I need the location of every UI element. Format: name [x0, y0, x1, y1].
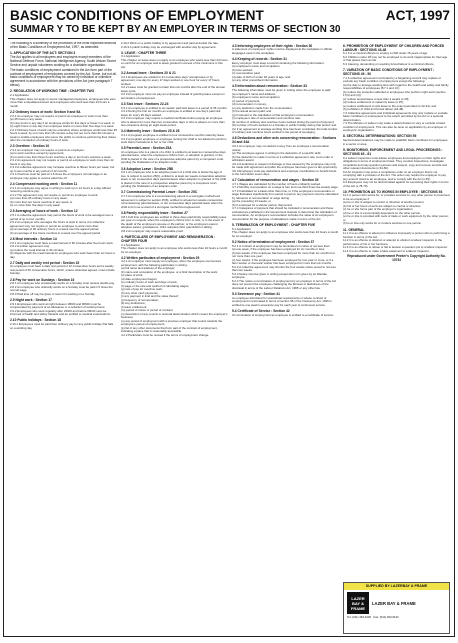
section-body: An employee dismissed for operational requirements or whose contract of employment is terminated in terms of section 38 of the Insolvency Act, 1936 is entitled to one week's severance pay for each year of continuous service.: [232, 295, 332, 307]
section-heading: 2.9 Night work : Section 17: [10, 297, 52, 302]
title-left: BASIC CONDITIONS OF EMPLOYMENT: [10, 8, 264, 23]
section-heading: 4.7 Calculation of remuneration and wages : Section 35: [232, 178, 319, 183]
section-body: 9.1 Labour inspectors must advise employees and employers on their rights and obligations in terms of employment laws. They conduct inspections, investigate complaints and may question persons and inspect, copy and remove records and other relevant documents (s 64-66). 9.2 An inspector may serve a compliance order on an employer that is not complying with a provision of the Act. The order may require the employer to pay any amount owed to an employee, and to comply with the Act (s 69). 9.3 Employees may not be discriminated against for exercising their rights in terms of the Act (s 78-79).: [343, 155, 449, 188]
publisher-box: [343, 582, 450, 634]
section-body: Every employer must keep a record containing the following information: (a) employee's name and occupation; (b) time worked; (c) remuneration paid; (d) date of birth of under 18 years of age; and (e) any other prescribed information.: [232, 60, 325, 83]
section-heading: 3. LEAVE : CHAPTER THREE: [121, 50, 167, 55]
column-2: [121, 42, 228, 634]
section-heading: 2.5 Averaging of hours of work : Section 12: [10, 209, 78, 214]
section-heading: 2.3 Overtime : Section 10: [10, 144, 50, 149]
columns: [10, 42, 450, 634]
section-body: 3.1 Application This chapter on leave does not apply to an employee who works less than 24 hours a month for an employer and to leave granted in excess of the minimums in this Act.: [121, 54, 228, 69]
section-heading: 2.2 Ordinary hours of work: Section 9 and 9A: [10, 109, 81, 114]
section-heading: 4.2 Written particulars of employment : Section 29: [121, 255, 200, 260]
section-body: 7.1 A collective agreement concluded by a bargaining council may replace or exclude any basic condition of employment except the following: (a) the duty to arrange working time with regard to the health and safety and family responsibilities of employees (8.7.1 and 13); (b) reduce the protection afforded to employees who perform night work (section 17(3) and (4)); (c) reduce annual leave to less than 2 weeks (s 20); (d) reduce entitlement to maternity leave (s 25); (e) reduce entitlement to sick leave to the extent permitted (s 22-24); and (f) prohibition of child and forced labour (43-48). 7.2 Collective agreements and individual agreements may only replace or exclude basic conditions of employment to the extent permitted by the Act or a sectoral determination. 7.3 The Minister of Labour may make a determination to vary or exclude a basic condition of employment. This can also be done on application by an employer or employers' organisation.: [343, 75, 449, 133]
section-body: 2.1 Application This chapter does not apply to senior managerial employees, employees who earn more than a stipulated amount and employees who work less than 24 hours a month.: [10, 93, 116, 108]
section-body: An employee must have a daily rest period of 12 consecutive hours and a weekly rest period of 36 consecutive hours, which, unless otherwise agreed, must include Sunday.: [10, 264, 115, 276]
column-1: [10, 42, 117, 634]
title: [10, 8, 450, 23]
section-body: 5.1 Application This chapter does not apply to an employee who works less than 24 hours a month for an employer.: [232, 226, 339, 238]
publisher-supplied: SUPPLIED BY LAZERBAY & FRAME: [344, 583, 449, 590]
section-heading: 5.4 Certificate of Service : Section 42: [232, 308, 290, 313]
publisher-row: [344, 590, 449, 616]
column-3: [232, 42, 339, 634]
section-body: 10.1 A person who works for, or provides services to, any other person is presumed to be an employee if: (a) he or she is subject to control or direction of another person; (b) his or her hours of work are subject to control or direction; (c) he or she forms part of the employer's organisation; (d) he or she is economically dependent on the other person; (e) he or she is provided with tools of trade or work equipment by the other person; or (f) he or she only works for or renders services to one person.: [343, 193, 450, 226]
intro-paragraph: The Act applies to all employees and employers except members of the National Defence Force, National Intelligence Agency, South African Secret Service and unpaid volunteers working for a charitable organisation.: [10, 54, 116, 67]
section-body: Sectoral determinations may be made to establish basic conditions for employees in a sector or area.: [343, 138, 448, 146]
section-body: On termination of employment an employee is entitled to a certificate of service.: [232, 312, 334, 317]
section-heading: 3.8 Family responsibility leave : Section 27: [121, 210, 188, 215]
section-heading: 2.10 Public holidays : Section 18: [10, 318, 61, 323]
section-body: 2.9.1 Employees who work at night between 18h00 and 06h00 must be compensated by payment of an allowance or a reduction of working hours. 2.9.2 Employees who work regularly after 23h00 and before 06h00 must be informed of health and safety hazards and be entitled to medical examinations.: [10, 301, 111, 317]
section-body: 2.10.1 Employees must be paid their ordinary pay for any public holiday that falls on a working day.: [10, 322, 114, 330]
section-body: 3.7.1 An employee who is a commissioning parent in a surrogate motherhood agreement is subject to section 25(6), entitled to at least ten weeks consecutive commissioning parental leave, or ten consecutive days parental leave when the child is born as a result of a surrogate motherhood agreement.: [121, 194, 223, 209]
section-body: An employee who is a parent of a child, is entitled to at least ten consecutive days parental leave, when the employee's child is born, or adoption is granted, or the child is placed in the care of a prospective adoptive parent by a competent court, pending the finalisation of an adoption order.: [121, 149, 226, 165]
section-body: 2.4.1 An employee may agree in writing to work up to 12 hours in a day without receiving overtime pay. 2.4.2 The agreement may not require or permit an employee to work: (a) more than 45 ordinary hours in any week; (b) more than ten hours overtime in any week; or (c) on more than five days in any week.: [10, 185, 111, 208]
section-body: 2.3.1 An employer may not require or permit an employee: (a) to work overtime except by agreement; (b) to work more than three hours overtime a day or ten hours overtime a week. 2.3.2 An agreement may not require or permit an employee to work more than 12 hours in any day. 2.3.3 A collective agreement may increase overtime to fifteen hours per week, but up to two months in any period of 12 months. 2.3.4 Overtime must be paid at 1.5 times the employee's normal wage or an employee may agree to receive paid time off.: [10, 147, 115, 180]
section-body: 4.7.4 Categories of payment that should be included in remuneration and those excluded are published in the Government Gazette to determine the calculation of remuneration. An employee's remuneration includes the value of an employee's remuneration for the purpose of calculations made in terms of the Act.: [232, 206, 337, 221]
section-heading: 5.3 Severance pay : Section 41: [232, 291, 281, 296]
section-body: 5.2.1 A contract of employment may be terminated on notice of not less than: (a) one week, if the employee has been employed for six months or less; (b) two weeks, if the employee has been employed for more than six months but not more than one year; (c) four weeks, if the employee has been employed for one year or more, or if a farm worker or domestic worker has been employed for more than six months. 5.2.2 A collective agreement may shorten the four weeks notice period to not less than two weeks. 5.2.3 Notice must be given in writing except when it is given by an illiterate employee. 5.2.4 The notice on termination of employment by an employer in terms of the Act does not prevent the employee challenging the fairness or lawfulness of the dismissal in terms of the Labour Relations Act, 1995 or any other law.: [232, 243, 337, 290]
section-body: 6.1 It is a criminal offence to employ a child under 15 years of age. 6.2 Children under 18 may not be employed to do work inappropriate for their age or that places them at risk. 6.3 Causing, demanding or requiring forced labour is a criminal offence.: [343, 51, 448, 66]
title-right: ACT, 1997: [385, 8, 450, 23]
section-body: 4.2.1 An employer must supply an employee, when the employee commences employment, with the following particulars in writing: (a) full name and address of the employer; (b) name and occupation of the employee, or a brief description of the work; (c) place of work; (d) date employment began; (e) ordinary hours of work and days of work; (f) wage or the rate and method of calculating wages; (g) rate of pay for overtime work; (h) any other cash payments; (i) any payment in kind and the value thereof; (j) frequency of remuneration; (k) any deductions; (l) leave entitlement; (m) period of notice or period of contract; (n) description of any council or sectoral determination which covers the employer's business; (o) any period of employment with a previous employer that counts towards the employee's period of employment; (p) list of any other documents that form part of the contract of employment, indicating a place that is reasonably accessible. 4.2.2 Particulars must be revised if the terms of employment change.: [121, 259, 228, 337]
section-heading: 6. PROHIBITION OF EMPLOYMENT OF CHILDREN AND FORCED LABOUR : SECTIONS 43-48: [343, 43, 445, 52]
section-heading: 4.5 Information about remuneration : Section 33: [232, 84, 307, 89]
section-heading: 2. REGULATION OF WORKING TIME : CHAPTER TWO: [10, 89, 95, 94]
section-body: A statement of employees' rights must be displayed at the workplace in official languages used in the workplace.: [232, 47, 332, 55]
section-body: 3.4.1 A pregnant employee is entitled to four consecutive months maternity leave. 3.4.2 A pregnant employee or employee nursing her child is not allowed to perform work that is hazardous to her or her child.: [121, 133, 227, 145]
section-body: 4.6.1 An employer may not deduct money from an employee's remuneration unless: (a) The employee agrees in writing to the deduction of a specific debt; (b) the deduction is made in terms of a collective agreement, law, court order or arbitration award. 4.6.2 A deduction in respect of damage or loss caused by the employee may only be made with agreement and after the employee has been given a fair opportunity. 4.6.3 Employers must pay deductions and employer contributions to benefit funds to the fund within seven days.: [232, 144, 338, 177]
section-body: 3.2.1 Employees are entitled to 21 consecutive days' annual leave or by agreement, one day for every 17 days worked or one hour for every 17 hours worked. 3.2.2 Leave must be granted not later than six months after the end of the annual leave cycle. 3.2.3 An employer must not pay an employee instead of granting leave except on termination of employment.: [121, 74, 225, 100]
title-rule: [8, 38, 450, 39]
intro-paragraph: The following is a summary of the provisions of the most important sections of the Basic Conditions of Employment Act, 1997, as amended.: [10, 42, 117, 49]
section-body: 3.8.1 Full time employees are entitled to three days paid family responsibility leave per year on request, when the employee's child is born or sick, or in the event of the death of the employee's spouse or life partner, or the employee's parent, adoptive parent, grandparent, child, adopted child, grandchild or sibling. 3.8.2 An employer may require reasonable proof.: [121, 214, 227, 233]
section-body: 2.2.1 An employer may not require or permit an employee to work more than: (a) 45 hours in any week; (b) nine hours in any day if an employee works for five days or fewer in a week; or (c) eight hours in any day if an employee works on more than five days in a week. 2.2.2 Ordinary hours of work may be extended, where employee works less than 45 hours a week, by not more than 15 minutes a day but not more than 60 minutes a week to enable employees who serve the public to continue performing their duties after the completion of ordinary hours of work.: [10, 113, 117, 143]
section-body: 3.3.1 An employee is entitled to six weeks' paid sick leave in a period of 36 months. 3.3.2 During the first six months an employee is entitled to one day's paid sick leave for every 26 days worked. 3.3.3 An employer may require a medical certificate before paying an employee who is absent for more than two consecutive days or who is absent on more than two occasions during an eight-week period.: [121, 105, 228, 128]
intro-paragraph: The basic conditions of employment contained in the Act form part of the contract of employment of employees covered by the Act. Some, but not all, basic conditions of employment may be varied by individual or collective agreement in accordance with the provisions of the Act (see paragraph 7 below).: [10, 67, 117, 87]
section-heading: 2.6 Meal intervals : Section 14: [10, 236, 57, 241]
section-heading: 3.7 Commissioning Parental Leave : Section 25C: [121, 190, 198, 195]
section-body: 4.1 Application This chapter does not apply to an employee who works less than 24 hours a month for an employer.: [121, 242, 228, 254]
publisher-name: LAZER BAY & FRAME: [372, 600, 416, 606]
column-4-body: [343, 44, 450, 263]
section-heading: 3.4 Maternity leave : Sections 25 & 26: [121, 129, 180, 134]
section-body: 4.7.1 Wages are calculated by the number of hours ordinarily worked. 4.7.2 Monthly remuneration on a wage is four and one-third times the weekly wage. 4.7.3 Calculated on a basis other than time, or if the employee's remuneration or wage fluctuates significantly from period to period, any payment must be calculated by reference to remuneration or wage during: (a) the preceding 13 weeks; or (b) if employed for a shorter period, that period.: [232, 181, 339, 207]
section-heading: 2.4 Compressed working week : Section 11: [10, 182, 78, 187]
section-heading: 5. TERMINATION OF EMPLOYMENT : CHAPTER FIVE: [232, 223, 316, 228]
section-body: 3.6.1 An employee who is an adoptive parent of a child who is below the age of two, is subject to section 25(6), entitled to at least ten weeks consecutive adoption leave or ten consecutive days parental leave when adoption is granted or the child is placed in the care of a prospective adoptive parent by a competent court, pending the finalisation of an adoption order.: [121, 170, 227, 189]
intro-paragraph: 1. APPLICATION OF THE ACT: SECTION 3: [10, 51, 76, 56]
section-body: 2.8.1 An employee who occasionally works on a Sunday must receive double pay. 2.8.2 An employee who ordinarily works on a Sunday must be paid 1.5 times the normal wage. 2.8.3 Paid time off may be given in return for working on a Sunday.: [10, 281, 115, 296]
section-heading: 3.5 Parental Leave : Section 25A: [121, 146, 172, 151]
publisher-address: Tel: (011) 493-6130 · Fax: (011) 493-6132: [347, 615, 399, 619]
section-body: 2.6.1 An employee must have a meal interval of 60 minutes after five hours work. 2.6.2 A written agreement may: (a) reduce the meal interval to 30 minutes; (b) dispense with the meal interval for employees who work fewer than six hours a day.: [10, 240, 115, 259]
section-heading: 4.6 Deductions and other acts concerning remuneration : Sections 34 and 34A: [232, 136, 337, 145]
column-4: [343, 42, 450, 634]
publisher-logo: LAZER BAY & FRAME: [347, 592, 369, 614]
section-heading: 3.2 Annual leave : Sections 20 & 21: [121, 70, 176, 75]
section-heading: 11. GENERAL: [343, 227, 365, 232]
section-heading: 4. PARTICULARS OF EMPLOYMENT AND REMUNERATION : CHAPTER FOUR: [121, 234, 216, 243]
section-heading: 4.4 Keeping of records : Section 31: [232, 56, 287, 61]
section-heading: 9. MONITORING, ENFORCEMENT AND LEGAL PROCEEDINGS : SECTIONS 63 - 81: [343, 147, 443, 156]
section-body: 11.1 It is an offence to attempt to influence improperly a person who is performing a function in terms of the Act. 11.2 It is an offence to obstruct or attempt to obstruct a labour inspector in the performance of his or her functions. 11.3 It is an offence to refuse or fail to answer a question put to a labour inspector. 11.4 It is an offence to make a false statement to a labour inspector.: [343, 231, 450, 253]
section-body: The following information must be given in writing when the employee is paid: (a) employer's name and address; (b) employee's name and occupation; (c) period of payment; (d) remuneration in money; (e) any deduction made from the remuneration; (f) the actual amount paid; and (g) if relevant to the calculation of that employee's remuneration: (i) employee's rate of remuneration and overtime rate; (ii) number of ordinary and overtime hours worked during the period of payment; (iii) number of hours worked on a Sunday or public holiday during that period; and (iv) if an agreement to average working time has been concluded, the total number of ordinary and overtime hours worked in the period of averaging.: [232, 88, 338, 135]
section-heading: 5.2 Notice of termination of employment : Section 37: [232, 239, 315, 244]
section-heading: 4.3 Informing employees of their rights : Section 30: [232, 43, 313, 48]
copyright-caption: Reproduced under Government Printer's Copyright Authority No. 10734: [347, 253, 446, 262]
section-heading: 8. SECTORAL DETERMINATIONS: SECTION 55: [343, 134, 417, 139]
subtitle: SUMMAR Y TO BE KEPT BY AN EMPLOYER IN TERMS OF SECTION 30: [10, 24, 341, 35]
section-heading: 7. VARIATION OF BASIC CONDITIONS OF EMPLOYMENT : SECTIONS 49 - 50: [343, 67, 435, 76]
section-heading: 2.7 Daily and weekly rest period : Section 15: [10, 260, 80, 265]
section-heading: 2.8 Pay for work on Sundays : Section 16: [10, 277, 75, 282]
section-heading: 3.3 Sick leave : Sections 22-24: [121, 101, 169, 106]
section-body: 2.10.2 Work on a public holiday is by agreement and paid at double the rate. 2.10.3 A public holiday may be exchanged with another day by agreement.: [121, 42, 219, 49]
section-heading: 10. PROHIBITION AS TO WORKS IN EMPLOYEE : SECTIONS 93: [343, 189, 443, 194]
poster: [3, 3, 455, 637]
section-body: 2.5.1 A collective agreement may permit the hours of work to be averaged over a period of up to four months. 2.5.2 An employer who averages the hours of work in terms of a collective agreement may not require or permit an employee to work more than: (a) an average of 45 ordinary hours in a week over the agreed period; (b) an average of five hours overtime in a week over the agreed period.: [10, 213, 114, 235]
section-heading: 3.6 Adoption Leave : Section 25B: [121, 166, 173, 171]
